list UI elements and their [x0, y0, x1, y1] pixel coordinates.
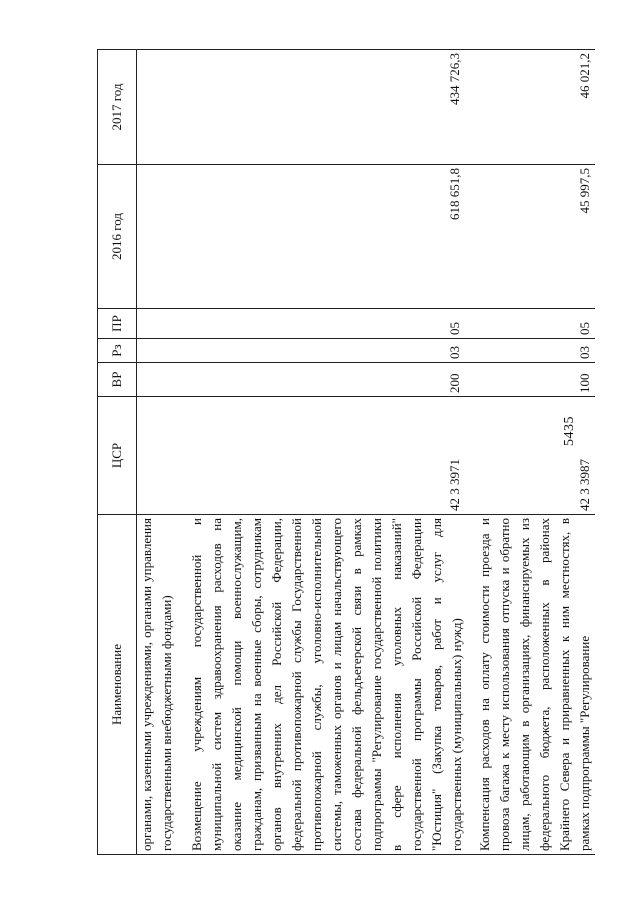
row-csr: 42 3 3971 [181, 397, 469, 515]
row-name: Возмещение учреждениям государственной и муниципальной систем здравоохранения расходов на оказание медицинской помощи военнослужащим, гражданам, призванным на военные сборы, сотрудникам органов внутренних дел Российской Федерации, федеральной противопожарной службы Государственной противопожарной службы, уголовно-исполнительной системы, таможенных органов и лицам начальствующего состава федеральной фельдъегерской связи в рамках подпрограммы "Регулирование государственной политики в сфере исполнения уголовных наказаний" государственной программы Российской Федерации "Юстиция" (Закупка товаров, работ и услуг для государственных (муниципальных) нужд) [181, 515, 469, 855]
row-2017: 434 726,3 [181, 50, 469, 165]
row-rz [137, 339, 182, 363]
row-vr: 200 [181, 363, 469, 397]
row-2016 [137, 165, 182, 309]
page-number: 5435 [562, 416, 577, 446]
row-vr: 100 [469, 363, 595, 397]
table-row [469, 50, 595, 855]
row-name: Компенсация расходов на оплату стоимости проезда и провоза багажа к месту использования отпуска и обратно лицам, работающим в организациях, финансируемых из федерального бюджета, расположенных в районах Крайнего Севера и приравненных к ним местностях, в рамках подпрограммы "Регулирование [469, 515, 595, 855]
table-row [181, 50, 469, 855]
header-2017: 2017 год [98, 50, 137, 165]
row-rz: 03 [181, 339, 469, 363]
header-rz: Рз [98, 339, 137, 363]
row-2017: 46 021,2 [469, 50, 595, 165]
header-name: Наименование [98, 515, 137, 855]
row-csr [137, 397, 182, 515]
row-pr: 05 [181, 309, 469, 339]
row-2017 [137, 50, 182, 165]
row-pr: 05 [469, 309, 595, 339]
row-vr [137, 363, 182, 397]
header-vr: ВР [98, 363, 137, 397]
header-csr: ЦСР [98, 397, 137, 515]
row-name: органами, казенными учреждениями, органами управления государственными внебюджетными фондами) [137, 515, 182, 855]
row-csr: 42 3 3987 [469, 397, 595, 515]
header-pr: ПР [98, 309, 137, 339]
table-row [137, 50, 182, 855]
row-rz: 03 [469, 339, 595, 363]
header-2016: 2016 год [98, 165, 137, 309]
table-header [98, 50, 137, 855]
row-pr [137, 309, 182, 339]
row-2016: 618 651,8 [181, 165, 469, 309]
row-2016: 45 997,5 [469, 165, 595, 309]
budget-table [97, 49, 595, 855]
